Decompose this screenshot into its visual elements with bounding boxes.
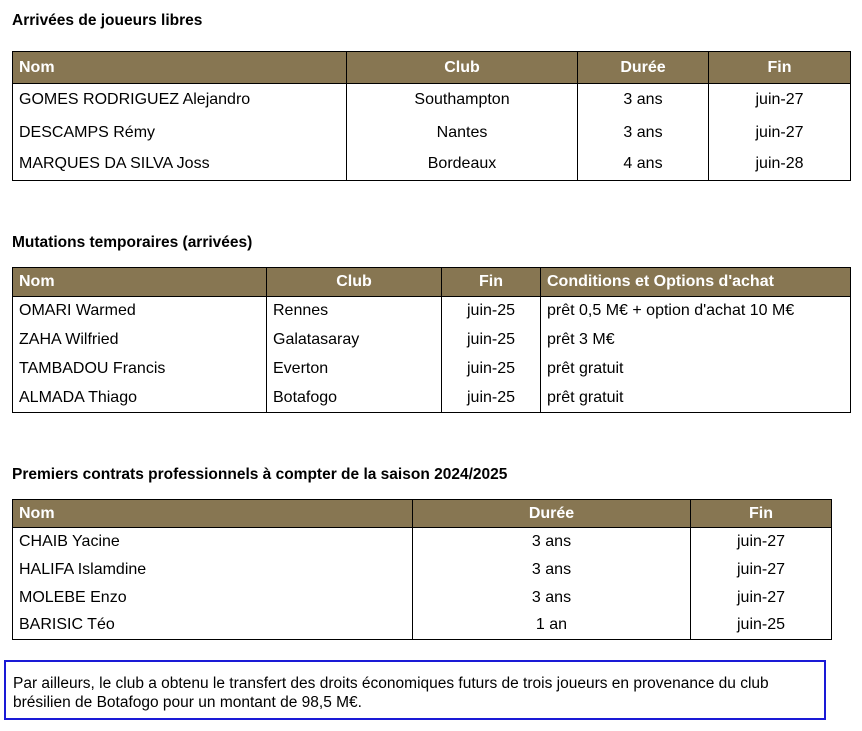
player-name: MOLEBE Enzo bbox=[13, 584, 413, 612]
player-name: OMARI Warmed bbox=[13, 297, 267, 326]
club: Botafogo bbox=[267, 384, 442, 413]
player-name: ZAHA Wilfried bbox=[13, 326, 267, 355]
club: Southampton bbox=[347, 84, 578, 117]
col-header-nom: Nom bbox=[13, 500, 413, 528]
duration: 3 ans bbox=[578, 84, 709, 117]
table-row bbox=[13, 584, 832, 612]
section-title-pro-contracts: Premiers contrats professionnels à compter de la saison 2024/2025 bbox=[12, 466, 508, 483]
end-date: juin-25 bbox=[442, 384, 541, 413]
end-date: juin-25 bbox=[691, 612, 832, 640]
duration: 3 ans bbox=[413, 556, 691, 584]
table-row bbox=[13, 326, 851, 355]
club: Galatasaray bbox=[267, 326, 442, 355]
duration: 1 an bbox=[413, 612, 691, 640]
end-date: juin-25 bbox=[442, 297, 541, 326]
table-row bbox=[13, 84, 851, 117]
end-date: juin-27 bbox=[709, 84, 851, 117]
player-name: HALIFA Islamdine bbox=[13, 556, 413, 584]
col-header-club: Club bbox=[347, 52, 578, 84]
player-name: TAMBADOU Francis bbox=[13, 355, 267, 384]
conditions: prêt gratuit bbox=[541, 384, 851, 413]
duration: 3 ans bbox=[578, 117, 709, 149]
table-row bbox=[13, 355, 851, 384]
col-header-duree: Durée bbox=[413, 500, 691, 528]
player-name: BARISIC Téo bbox=[13, 612, 413, 640]
club: Everton bbox=[267, 355, 442, 384]
table-row bbox=[13, 528, 832, 556]
player-name: CHAIB Yacine bbox=[13, 528, 413, 556]
col-header-fin: Fin bbox=[442, 268, 541, 297]
conditions: prêt gratuit bbox=[541, 355, 851, 384]
table-row bbox=[13, 149, 851, 181]
col-header-nom: Nom bbox=[13, 52, 347, 84]
conditions: prêt 3 M€ bbox=[541, 326, 851, 355]
table-row bbox=[13, 384, 851, 413]
duration: 3 ans bbox=[413, 528, 691, 556]
club: Rennes bbox=[267, 297, 442, 326]
conditions: prêt 0,5 M€ + option d'achat 10 M€ bbox=[541, 297, 851, 326]
col-header-club: Club bbox=[267, 268, 442, 297]
duration: 3 ans bbox=[413, 584, 691, 612]
table-row bbox=[13, 117, 851, 149]
table-row bbox=[13, 556, 832, 584]
player-name: GOMES RODRIGUEZ Alejandro bbox=[13, 84, 347, 117]
free-agents-table bbox=[12, 51, 851, 181]
table-row bbox=[13, 297, 851, 326]
player-name: ALMADA Thiago bbox=[13, 384, 267, 413]
section-title-loans: Mutations temporaires (arrivées) bbox=[12, 234, 253, 251]
botafogo-rights-note: Par ailleurs, le club a obtenu le transfert des droits économiques futurs de trois joueurs en provenance du club brésilien de Botafogo pour un montant de 98,5 M€. bbox=[4, 660, 826, 720]
end-date: juin-25 bbox=[442, 355, 541, 384]
col-header-duree: Durée bbox=[578, 52, 709, 84]
club: Bordeaux bbox=[347, 149, 578, 181]
end-date: juin-28 bbox=[709, 149, 851, 181]
pro-contracts-table bbox=[12, 499, 832, 640]
col-header-conditions: Conditions et Options d'achat bbox=[541, 268, 851, 297]
section-title-free-agents: Arrivées de joueurs libres bbox=[12, 12, 203, 29]
end-date: juin-25 bbox=[442, 326, 541, 355]
end-date: juin-27 bbox=[691, 584, 832, 612]
player-name: DESCAMPS Rémy bbox=[13, 117, 347, 149]
end-date: juin-27 bbox=[691, 556, 832, 584]
end-date: juin-27 bbox=[709, 117, 851, 149]
club: Nantes bbox=[347, 117, 578, 149]
player-name: MARQUES DA SILVA Joss bbox=[13, 149, 347, 181]
loans-table bbox=[12, 267, 851, 413]
col-header-fin: Fin bbox=[709, 52, 851, 84]
end-date: juin-27 bbox=[691, 528, 832, 556]
col-header-fin: Fin bbox=[691, 500, 832, 528]
duration: 4 ans bbox=[578, 149, 709, 181]
table-row bbox=[13, 612, 832, 640]
col-header-nom: Nom bbox=[13, 268, 267, 297]
